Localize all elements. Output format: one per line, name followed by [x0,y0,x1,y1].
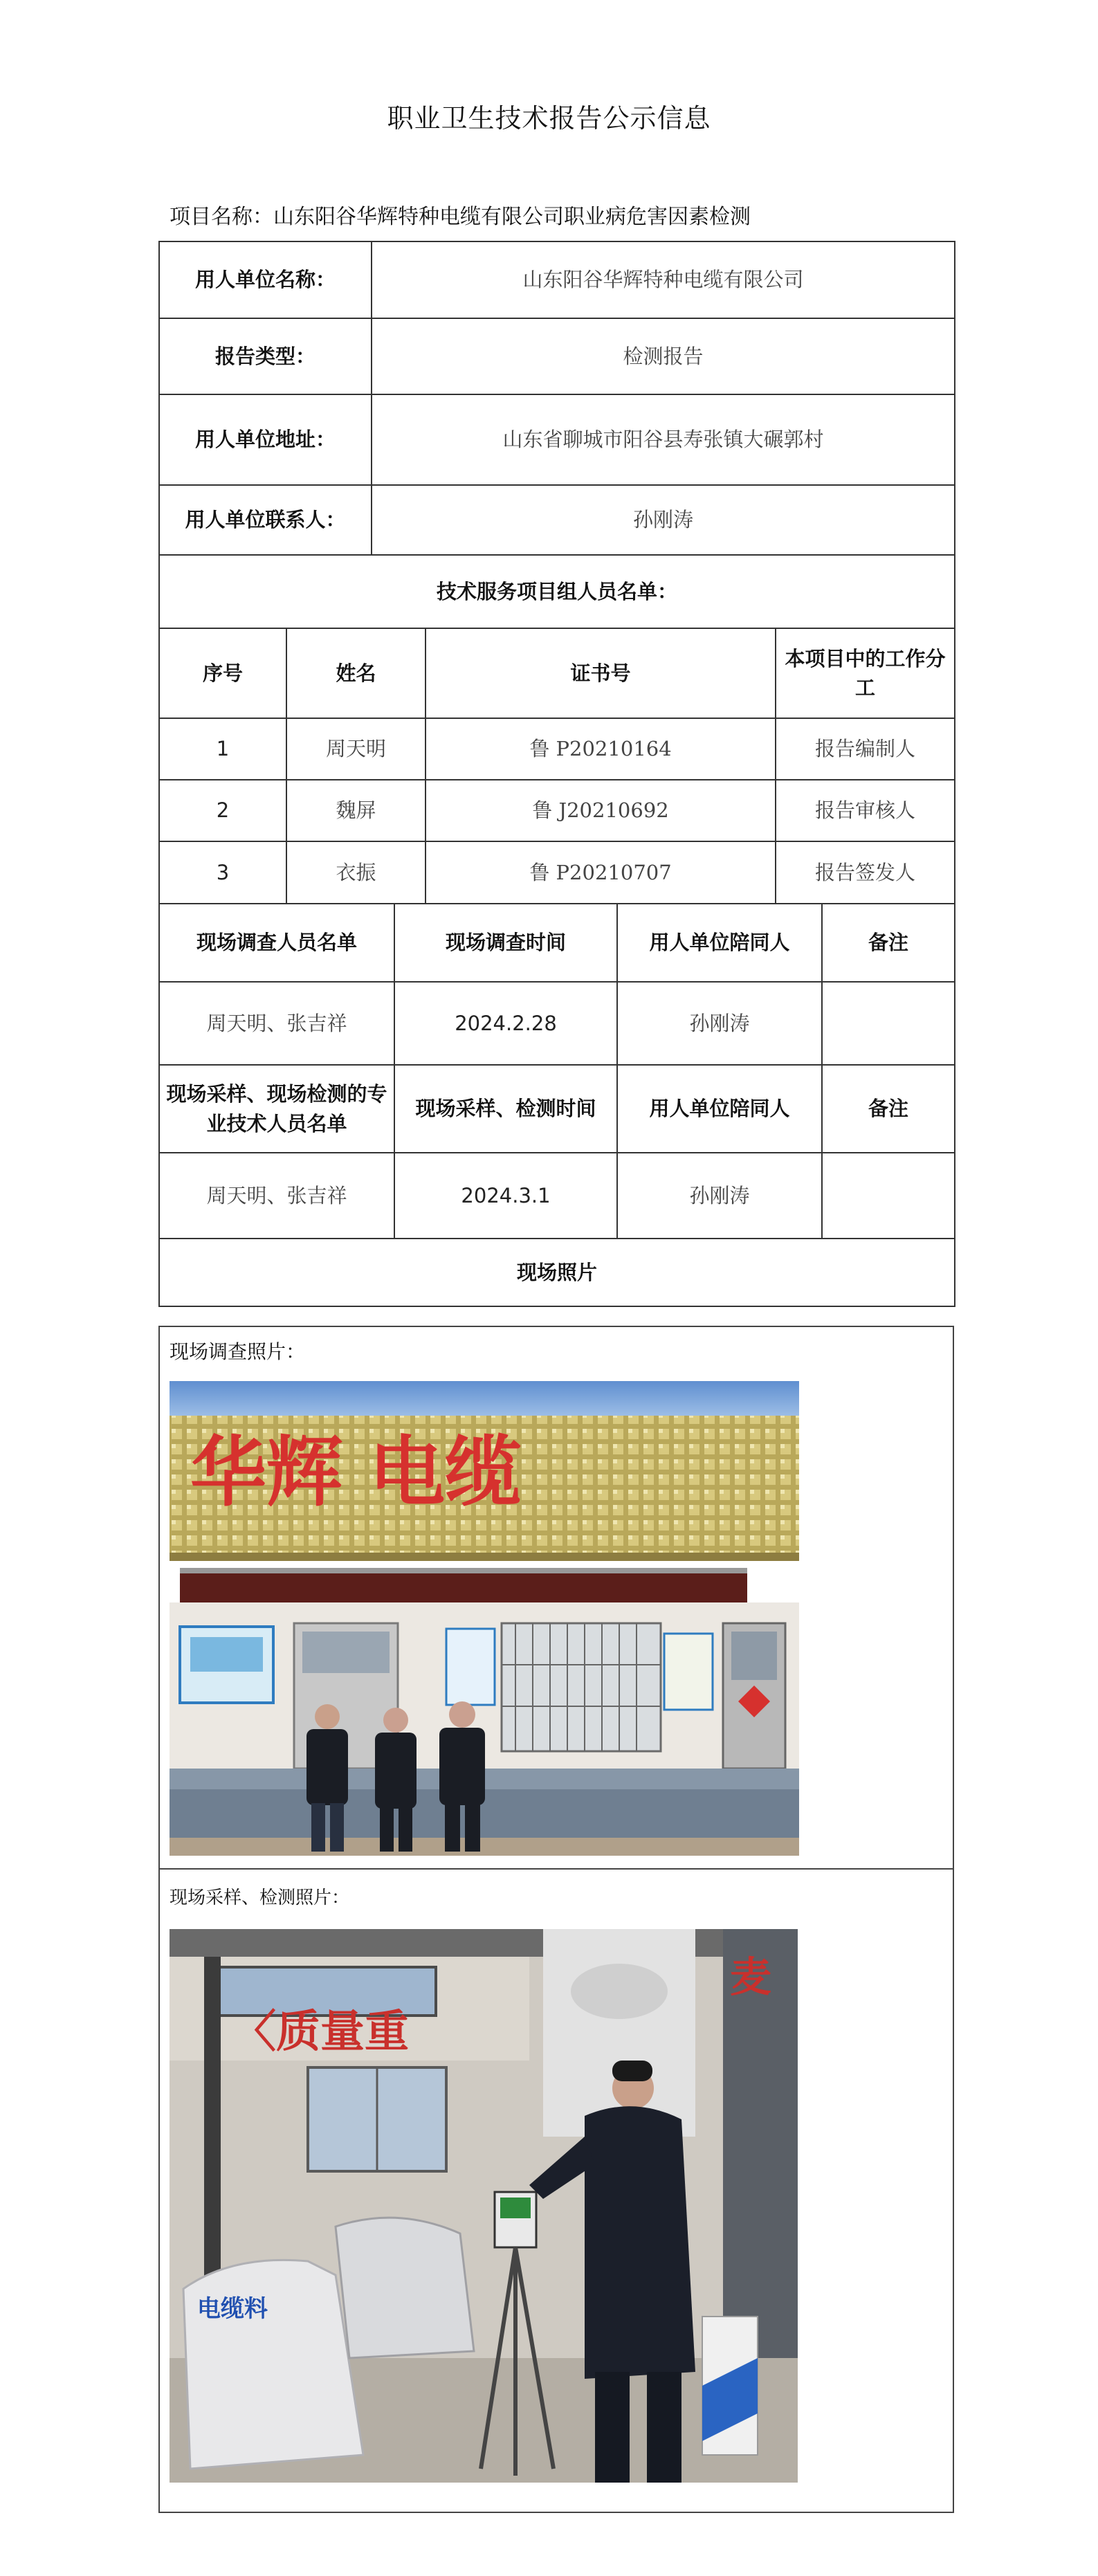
team-header-seq: 序号 [159,628,286,718]
table-row [159,841,955,904]
team-header-cert: 证书号 [426,628,776,718]
sampling-staff: 周天明、张吉祥 [159,1153,394,1239]
team-header-name: 姓名 [286,628,426,718]
survey-header-remark: 备注 [822,904,955,982]
sampling-escort: 孙刚涛 [617,1153,822,1239]
sampling-header-remark: 备注 [822,1065,955,1153]
team-role: 报告签发人 [776,841,955,904]
photo-divider [160,1868,953,1870]
team-role: 报告审核人 [776,780,955,841]
report-type-label: 报告类型： [159,318,372,394]
unit-info-table [158,241,955,556]
survey-table [158,903,955,1307]
table-row [159,718,955,780]
team-seq: 2 [159,780,286,841]
wall-slogan: 〈质量重 [232,2007,409,2058]
svg-text:麦: 麦 [730,1953,771,2002]
table-row [159,780,955,841]
photo-box [158,1326,954,2513]
team-cert: 鲁 P20210707 [426,841,776,904]
sampling-photo-label: 现场采样、检测照片： [170,1888,350,1908]
contact-value: 孙刚涛 [372,485,955,555]
photos-section-title: 现场照片 [159,1239,955,1306]
sampling-photo [170,1929,798,2483]
survey-remark [822,982,955,1065]
bag-label: 电缆料 [197,2295,268,2323]
team-name: 衣振 [286,841,426,904]
sampling-remark [822,1153,955,1239]
sampling-time: 2024.3.1 [394,1153,617,1239]
team-seq: 1 [159,718,286,780]
unit-name-label: 用人单位名称： [159,241,372,318]
survey-photo-label: 现场调查照片： [170,1340,306,1363]
contact-label: 用人单位联系人： [159,485,372,555]
survey-photo [170,1381,799,1856]
team-role: 报告编制人 [776,718,955,780]
team-cert: 鲁 J20210692 [426,780,776,841]
team-name: 魏屏 [286,780,426,841]
survey-escort: 孙刚涛 [617,982,822,1065]
address-label: 用人单位地址： [159,394,372,485]
sampling-header-staff: 现场采样、现场检测的专业技术人员名单 [159,1065,394,1153]
unit-name-value: 山东阳谷华辉特种电缆有限公司 [372,241,955,318]
page-title: 职业卫生技术报告公示信息 [387,103,711,134]
team-heading: 技术服务项目组人员名单： [159,555,955,628]
team-header-role: 本项目中的工作分工 [776,628,955,718]
team-seq: 3 [159,841,286,904]
team-table [158,554,955,904]
survey-header-escort: 用人单位陪同人 [617,904,822,982]
report-type-value: 检测报告 [372,318,955,394]
sampling-header-escort: 用人单位陪同人 [617,1065,822,1153]
project-name: 项目名称：山东阳谷华辉特种电缆有限公司职业病危害因素检测 [170,205,751,229]
survey-staff: 周天明、张吉祥 [159,982,394,1065]
sampling-header-time: 现场采样、检测时间 [394,1065,617,1153]
survey-header-staff: 现场调查人员名单 [159,904,394,982]
address-value: 山东省聊城市阳谷县寿张镇大碾郭村 [372,394,955,485]
team-cert: 鲁 P20210164 [426,718,776,780]
survey-header-time: 现场调查时间 [394,904,617,982]
team-name: 周天明 [286,718,426,780]
survey-time: 2024.2.28 [394,982,617,1065]
sign-text: 华辉 电缆 [190,1428,522,1517]
